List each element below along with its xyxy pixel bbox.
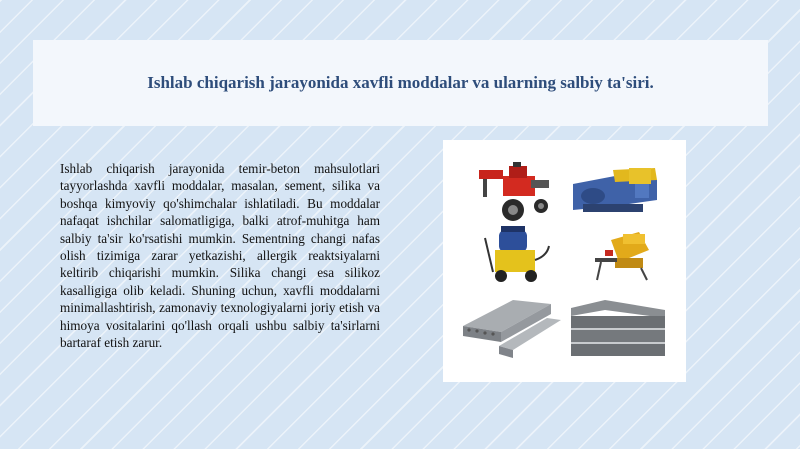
hollow-core-slabs	[463, 300, 561, 358]
slide-title: Ishlab chiqarish jarayonida xavfli moddalar va ularning salbiy ta'siri.	[147, 73, 654, 92]
slide-body-text: Ishlab chiqarish jarayonida temir-beton mahsulotlari tayyorlashda xavfli moddalar, masalan, sement, silika va boshqa kimyoviy qo'shimchalar ishlatiladi. Bu moddalar nafaqat ishchilar salomatligiga, balki atrof-muhitga ham salbiy ta'sir ko'rsatishi mumkin. Sementning changi nafas olish tizimiga zarar yetkazishi, allergik reaktsiyalarni keltirib chiqarishi mumkin. Silika changi esa silikoz kasalligiga olib keladi. Shuning uchun, xavfli moddalarni minimallashtirish, zamonaviy texnologiyalarni joriy etish va himoya vositalarini qo'llash orqali ushbu salbiy ta'sirlarni bartaraf etish zarur.	[60, 161, 380, 351]
stacked-concrete-slabs	[571, 300, 665, 356]
title-band	[33, 40, 768, 126]
blue-yellow-vibrator-machine	[485, 226, 549, 282]
yellow-concrete-mixer	[595, 232, 649, 280]
blue-yellow-casting-machine	[573, 168, 657, 212]
red-tractor-machine	[479, 162, 549, 221]
equipment-image-collage	[443, 140, 686, 382]
